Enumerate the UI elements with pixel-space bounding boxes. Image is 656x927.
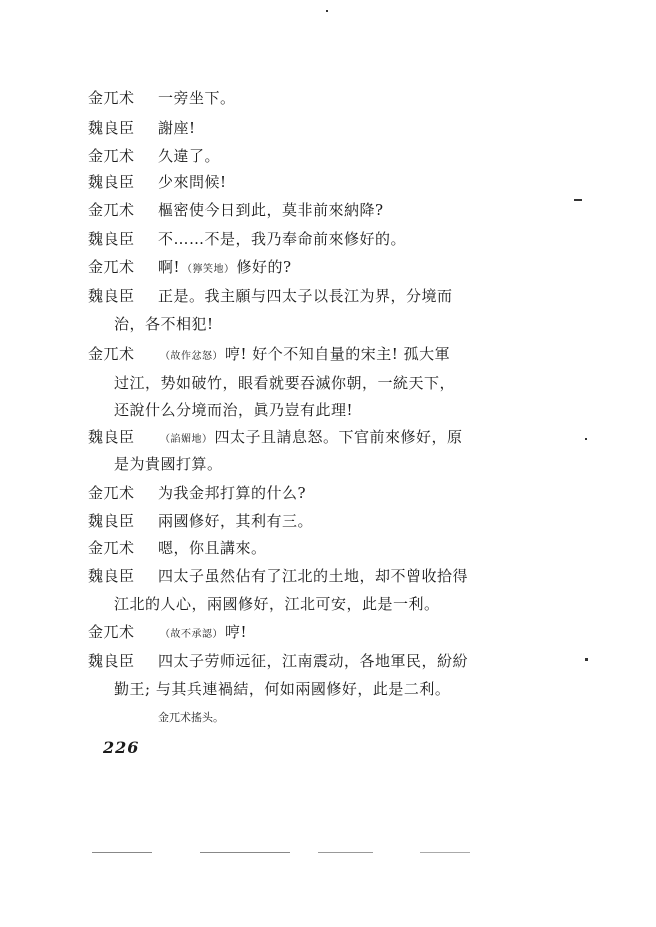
speaker-name: 金兀术 (88, 89, 135, 107)
speaker-name: 魏良臣 (88, 230, 135, 248)
speaker-name: 魏良臣 (88, 652, 135, 670)
scan-speck (326, 10, 328, 12)
speaker-name: 金兀术 (88, 539, 135, 557)
dialogue-line (88, 651, 468, 671)
dialogue-continuation: 过江，势如破竹，眼看就要吞滅你朝，一統天下， (114, 374, 456, 392)
stage-direction-inline: （故不承認） (160, 629, 223, 640)
dialogue-continuation: 勤王; 与其兵連禍結，何如兩國修好，此是二利。 (114, 680, 451, 698)
dialogue-line (88, 200, 384, 220)
scan-speck (92, 852, 152, 853)
speaker-name: 金兀术 (88, 345, 135, 363)
dialogue-continuation: 治，各不相犯! (114, 315, 214, 333)
dialogue-text: 樞密使今日到此，莫非前來納降? (158, 201, 384, 219)
dialogue-text: 四太子且請息怒。下官前來修好，原 (214, 428, 463, 446)
speaker-name: 魏良臣 (88, 173, 135, 191)
dialogue-line (88, 566, 468, 586)
speaker-name: 金兀术 (88, 147, 135, 165)
stage-direction: 金兀术搖头。 (158, 711, 224, 724)
page-number: 226 (103, 738, 140, 757)
scan-speck (200, 852, 290, 853)
dialogue-line (88, 427, 463, 450)
dialogue-line (88, 286, 453, 306)
dialogue-text: 四太子劳师远征，江南震动，各地軍民，紛紛 (158, 652, 469, 670)
dialogue-text: 修好的? (236, 258, 292, 276)
speaker-name: 金兀术 (88, 258, 135, 276)
dialogue-text: 不……不是，我乃奉命前來修好的。 (158, 230, 407, 248)
dialogue-continuation: 江北的人心，兩國修好，江北可安，此是一利。 (114, 595, 440, 613)
dialogue-text: 正是。我主願与四太子以長江为界，分境而 (158, 287, 453, 305)
dialogue-line (88, 88, 236, 108)
speaker-name: 金兀术 (88, 201, 135, 219)
dialogue-text: 一旁坐下。 (158, 89, 236, 107)
dialogue-line (88, 229, 406, 249)
speaker-name: 魏良臣 (88, 428, 135, 446)
dialogue-line (88, 118, 196, 138)
dialogue-text: 哼! (225, 623, 248, 641)
scan-speck (318, 852, 373, 853)
dialogue-continuation: 是为貴國打算。 (114, 455, 223, 473)
dialogue-line (88, 344, 450, 367)
dialogue-text: 四太子虽然佔有了江北的土地，却不曾收拾得 (158, 567, 469, 585)
dialogue-text: 啊! (158, 258, 181, 276)
speaker-name: 金兀术 (88, 623, 135, 641)
dialogue-text: 久違了。 (158, 147, 221, 165)
speaker-name: 魏良臣 (88, 567, 135, 585)
scan-speck (420, 852, 470, 853)
speaker-name: 魏良臣 (88, 512, 135, 530)
stage-direction-inline: （諂媚地） (160, 434, 213, 445)
dialogue-line (88, 622, 247, 645)
dialogue-text: 兩國修好，其利有三。 (158, 512, 314, 530)
speaker-name: 魏良臣 (88, 119, 135, 137)
speaker-name: 魏良臣 (88, 287, 135, 305)
dialogue-line (88, 538, 267, 558)
speaker-name: 金兀术 (88, 484, 135, 502)
dialogue-line (88, 146, 220, 166)
dialogue-line (88, 511, 313, 531)
dialogue-text: 为我金邦打算的什么? (158, 484, 307, 502)
dialogue-continuation: 还說什么分境而治，眞乃豈有此理! (114, 401, 354, 419)
dialogue-text: 謝座! (158, 119, 196, 137)
dialogue-text: 嗯，你且講來。 (158, 539, 267, 557)
dialogue-text: 哼! 好个不知自量的宋主! 孤大軍 (225, 345, 451, 363)
scan-speck (585, 438, 587, 440)
scan-speck (585, 658, 588, 661)
dialogue-line (88, 483, 306, 503)
dialogue-line (88, 172, 227, 192)
stage-direction-inline: （故作忿怒） (160, 351, 223, 362)
dialogue-line (88, 257, 292, 280)
dialogue-text: 少來問候! (158, 173, 227, 191)
scan-speck (574, 199, 582, 201)
stage-direction-inline: （獰笑地） (182, 264, 235, 275)
